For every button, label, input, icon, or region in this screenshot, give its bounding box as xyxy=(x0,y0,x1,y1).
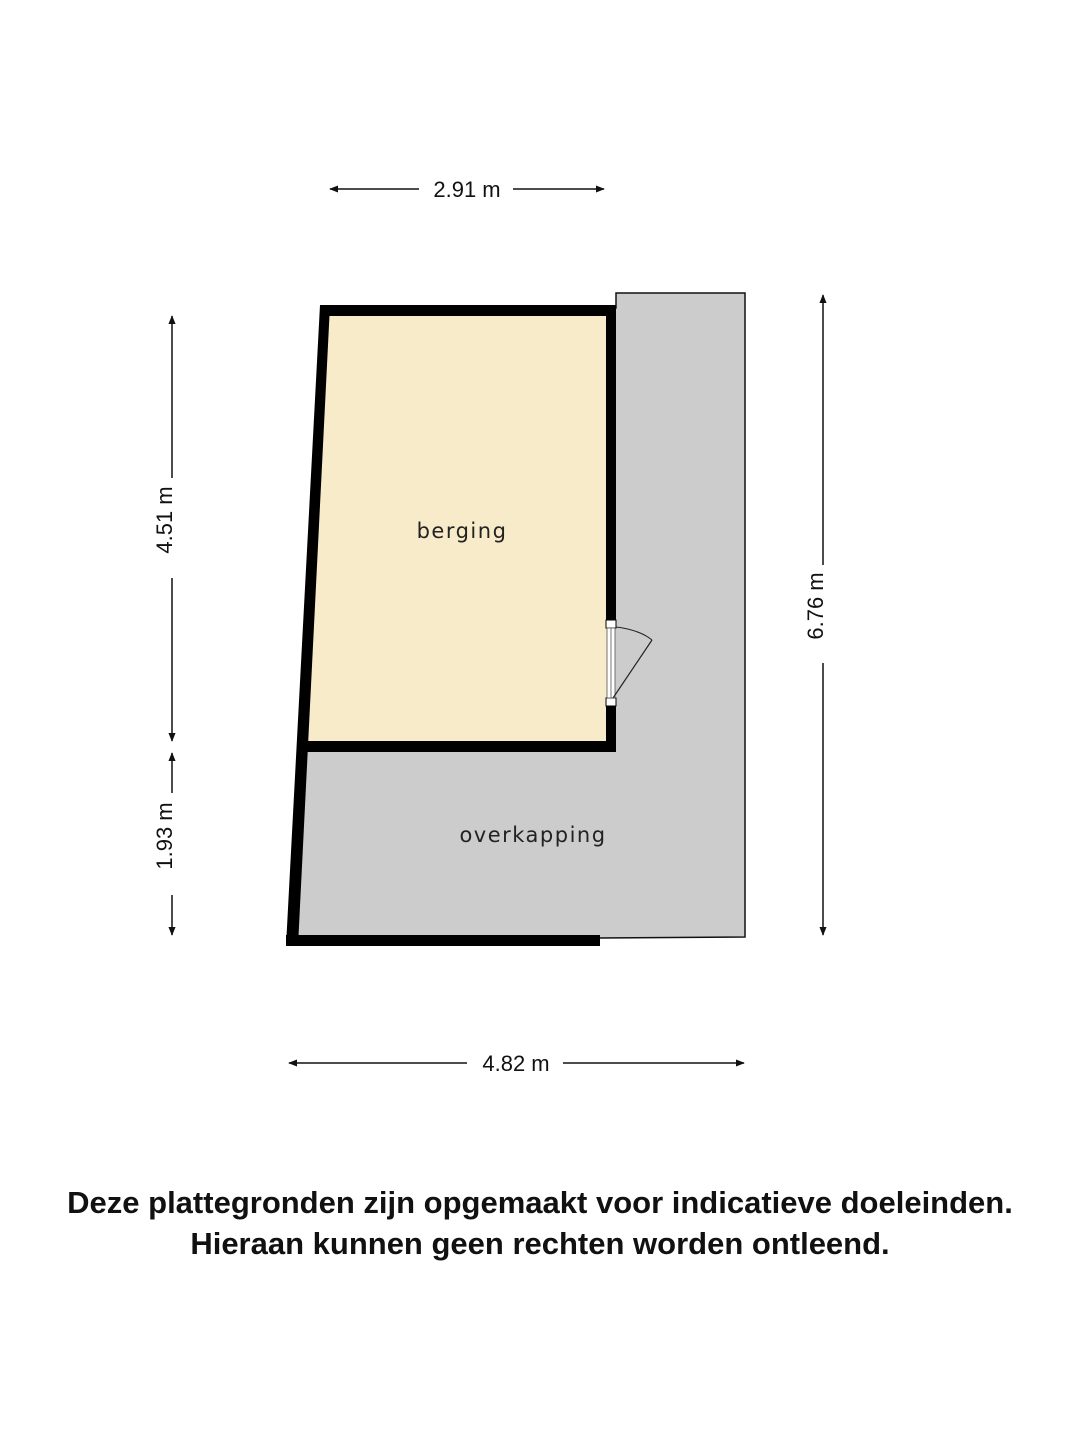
dimension-right-total xyxy=(803,295,828,935)
dimension-top-width-label: 2.91 m xyxy=(433,177,501,202)
dimension-right-total-label: 6.76 m xyxy=(803,572,828,640)
disclaimer-line-2: Hieraan kunnen geen rechten worden ontleend. xyxy=(190,1226,890,1261)
dimension-left-lower-label: 1.93 m xyxy=(152,802,177,870)
dimension-left-upper-label: 4.51 m xyxy=(152,486,177,554)
dimension-bottom-width xyxy=(289,1051,744,1076)
canopy-room-label: overkapping xyxy=(459,823,607,847)
dimension-left-lower xyxy=(152,753,177,935)
disclaimer-line-1: Deze plattegronden zijn opgemaakt voor indicatieve doeleinden. xyxy=(67,1185,1013,1220)
dimension-top-width xyxy=(330,177,604,202)
storage-room-label: berging xyxy=(416,519,508,543)
dimension-bottom-width-label: 4.82 m xyxy=(482,1051,550,1076)
dimension-left-upper xyxy=(152,316,177,741)
